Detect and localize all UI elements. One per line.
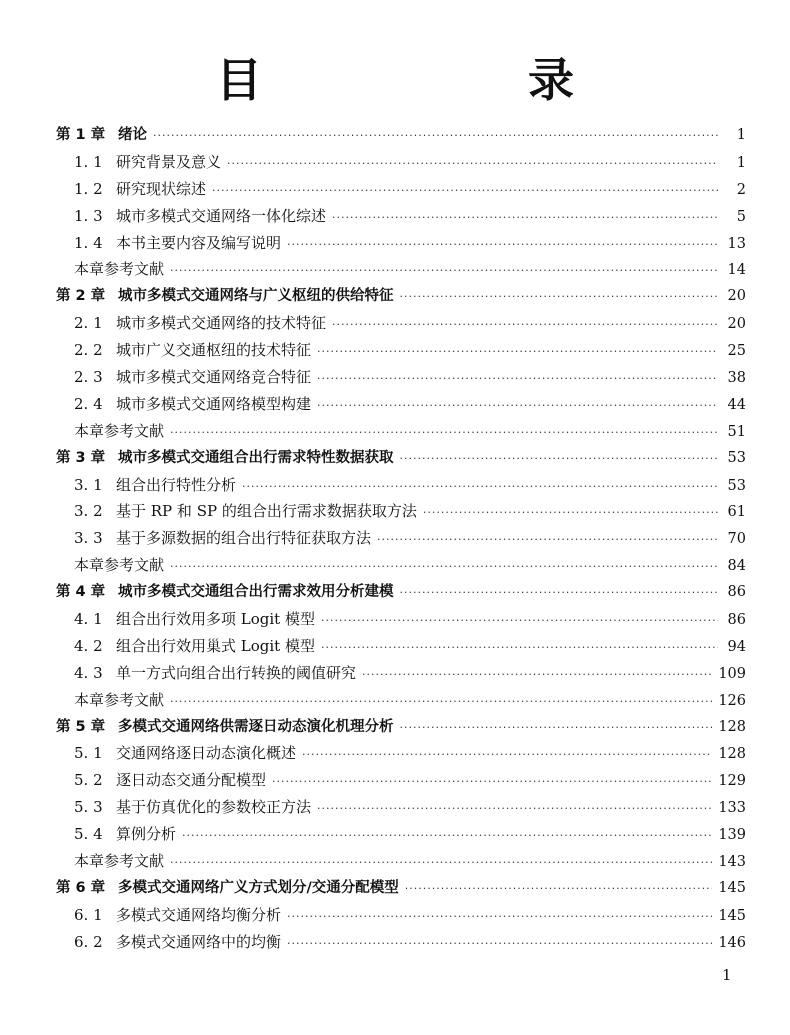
toc-entry-page: 20 — [727, 288, 746, 305]
dot-leader — [317, 339, 718, 366]
toc-section-entry[interactable] — [56, 337, 746, 364]
toc-entry-title: 城市广义交通枢纽的技术特征 — [116, 341, 312, 360]
toc-entry-number: 5. 2 — [74, 771, 103, 790]
toc-chapter-entry[interactable] — [56, 445, 746, 472]
toc-entry-page: 133 — [718, 800, 746, 817]
toc-entry-title: 算例分析 — [116, 825, 177, 844]
toc-section-entry[interactable] — [56, 633, 746, 660]
toc-entry-page: 1 — [736, 154, 746, 171]
toc-entry-title: 多模式交通网络广义方式划分/交通分配模型 — [118, 879, 399, 896]
toc-entry-number: 5. 4 — [74, 825, 103, 844]
dot-leader — [400, 580, 719, 607]
toc-entry-page: 14 — [727, 262, 746, 279]
dot-leader — [317, 796, 712, 823]
toc-entry-page: 129 — [718, 773, 746, 790]
toc-section-entry[interactable] — [56, 472, 746, 499]
toc-entry-title: 本章参考文献 — [74, 421, 165, 440]
toc-entry-page: 126 — [718, 692, 746, 709]
toc-entry-title: 基于 RP 和 SP 的组合出行需求数据获取方法 — [116, 502, 417, 521]
toc-refs-entry[interactable] — [56, 552, 746, 579]
dot-leader — [423, 500, 718, 527]
dot-leader — [242, 474, 718, 501]
toc-section-entry[interactable] — [56, 176, 746, 203]
toc-section-entry[interactable] — [56, 203, 746, 230]
toc-entry-page: 25 — [727, 343, 746, 360]
toc-entry-title: 城市多模式交通组合出行需求效用分析建模 — [118, 584, 394, 601]
dot-leader — [272, 769, 712, 796]
toc-entry-title: 基于多源数据的组合出行特征获取方法 — [116, 529, 372, 548]
toc-section-entry[interactable] — [56, 929, 746, 956]
toc-entry-page: 109 — [718, 665, 746, 682]
page-title: 目 录 — [216, 53, 632, 107]
toc-entry-number: 5. 1 — [74, 744, 103, 763]
dot-leader — [377, 527, 718, 554]
toc-entry-title: 本章参考文献 — [74, 852, 165, 871]
toc-entry-number: 1. 1 — [74, 152, 103, 171]
toc-entry-page: 146 — [718, 934, 746, 951]
toc-refs-entry[interactable] — [56, 418, 746, 445]
toc-entry-number: 4. 2 — [74, 636, 103, 655]
dot-leader — [170, 850, 712, 877]
toc-entry-page: 61 — [727, 504, 746, 521]
toc-entry-number: 5. 3 — [74, 798, 103, 817]
toc-entry-page: 13 — [727, 235, 746, 252]
dot-leader — [182, 823, 712, 850]
toc-entry-number: 第 2 章 — [56, 288, 106, 305]
dot-leader — [321, 635, 718, 662]
toc-entry-page: 38 — [727, 370, 746, 387]
toc-entry-page: 86 — [727, 584, 746, 601]
dot-leader — [405, 876, 713, 903]
toc-section-entry[interactable] — [56, 498, 746, 525]
dot-leader — [153, 123, 718, 150]
toc-entry-number: 6. 1 — [74, 905, 103, 924]
toc-entry-page: 53 — [727, 477, 746, 494]
toc-entry-page: 139 — [718, 827, 746, 844]
toc-entry-page: 44 — [727, 396, 746, 413]
toc-section-entry[interactable] — [56, 525, 746, 552]
toc-section-entry[interactable] — [56, 821, 746, 848]
toc-entry-number: 2. 2 — [74, 341, 103, 360]
toc-entry-page: 143 — [718, 854, 746, 871]
dot-leader — [287, 232, 718, 259]
toc-section-entry[interactable] — [56, 364, 746, 391]
toc-entry-title: 基于仿真优化的参数校正方法 — [116, 798, 312, 817]
toc-entry-title: 组合出行效用巢式 Logit 模型 — [116, 636, 315, 655]
table-of-contents — [56, 122, 746, 956]
dot-leader — [317, 393, 718, 420]
dot-leader — [287, 904, 712, 931]
toc-entry-number: 4. 3 — [74, 663, 103, 682]
toc-entry-number: 2. 1 — [74, 314, 103, 333]
toc-refs-entry[interactable] — [56, 848, 746, 875]
dot-leader — [400, 446, 719, 473]
dot-leader — [287, 931, 712, 958]
toc-entry-title: 本章参考文献 — [74, 260, 165, 279]
toc-section-entry[interactable] — [56, 767, 746, 794]
toc-entry-page: 5 — [736, 208, 746, 225]
toc-section-entry[interactable] — [56, 310, 746, 337]
dot-leader — [332, 312, 718, 339]
toc-entry-number: 1. 3 — [74, 206, 103, 225]
toc-chapter-entry[interactable] — [56, 875, 746, 902]
toc-entry-number: 1. 2 — [74, 179, 103, 198]
toc-entry-title: 城市多模式交通网络与广义枢纽的供给特征 — [118, 288, 394, 305]
toc-entry-page: 53 — [727, 449, 746, 466]
toc-entry-title: 单一方式向组合出行转换的阈值研究 — [116, 663, 357, 682]
dot-leader — [302, 742, 712, 769]
toc-chapter-entry[interactable] — [56, 122, 746, 149]
dot-leader — [400, 284, 719, 311]
dot-leader — [321, 608, 718, 635]
toc-entry-title: 逐日动态交通分配模型 — [116, 771, 267, 790]
toc-entry-title: 多模式交通网络中的均衡 — [116, 932, 282, 951]
toc-entry-page: 128 — [718, 718, 746, 735]
toc-entry-number: 4. 1 — [74, 610, 103, 629]
toc-section-entry[interactable] — [56, 391, 746, 418]
toc-entry-page: 145 — [718, 907, 746, 924]
toc-entry-number: 6. 2 — [74, 932, 103, 951]
toc-entry-page: 128 — [718, 746, 746, 763]
toc-section-entry[interactable] — [56, 660, 746, 687]
toc-chapter-entry[interactable] — [56, 714, 746, 741]
toc-chapter-entry[interactable] — [56, 579, 746, 606]
toc-entry-title: 城市多模式交通网络模型构建 — [116, 394, 312, 413]
dot-leader — [362, 662, 712, 689]
toc-entry-number: 第 1 章 — [56, 127, 106, 143]
dot-leader — [212, 178, 718, 205]
toc-entry-page: 1 — [736, 127, 746, 143]
dot-leader — [317, 366, 718, 393]
toc-entry-page: 94 — [727, 638, 746, 655]
dot-leader — [170, 689, 712, 716]
toc-entry-title: 绪论 — [118, 127, 147, 143]
toc-entry-title: 多模式交通网络均衡分析 — [116, 905, 282, 924]
toc-entry-title: 本书主要内容及编写说明 — [116, 233, 282, 252]
toc-refs-entry[interactable] — [56, 256, 746, 283]
toc-entry-number: 第 3 章 — [56, 449, 106, 466]
toc-entry-number: 3. 3 — [74, 529, 103, 548]
toc-entry-title: 本章参考文献 — [74, 690, 165, 709]
dot-leader — [170, 420, 718, 447]
toc-entry-title: 组合出行特性分析 — [116, 475, 237, 494]
toc-entry-title: 本章参考文献 — [74, 556, 165, 575]
page-number: 1 — [722, 966, 732, 984]
toc-entry-number: 第 6 章 — [56, 879, 106, 896]
toc-entry-number: 3. 2 — [74, 502, 103, 521]
toc-entry-page: 86 — [727, 612, 746, 629]
toc-entry-title: 城市多模式交通网络竞合特征 — [116, 368, 312, 387]
toc-section-entry[interactable] — [56, 230, 746, 257]
toc-section-entry[interactable] — [56, 149, 746, 176]
toc-entry-page: 51 — [727, 423, 746, 440]
toc-entry-title: 城市多模式交通网络一体化综述 — [116, 206, 327, 225]
toc-entry-page: 84 — [727, 558, 746, 575]
toc-section-entry[interactable] — [56, 740, 746, 767]
toc-entry-number: 第 4 章 — [56, 584, 106, 601]
toc-entry-title: 多模式交通网络供需逐日动态演化机理分析 — [118, 718, 394, 735]
toc-entry-title: 研究现状综述 — [116, 179, 207, 198]
toc-entry-title: 城市多模式交通网络的技术特征 — [116, 314, 327, 333]
toc-chapter-entry[interactable] — [56, 283, 746, 310]
dot-leader — [170, 258, 718, 285]
toc-entry-number: 2. 3 — [74, 368, 103, 387]
toc-section-entry[interactable] — [56, 902, 746, 929]
toc-entry-title: 城市多模式交通组合出行需求特性数据获取 — [118, 449, 394, 466]
toc-entry-page: 2 — [736, 181, 746, 198]
toc-entry-page: 70 — [727, 531, 746, 548]
dot-leader — [170, 554, 718, 581]
toc-refs-entry[interactable] — [56, 687, 746, 714]
toc-entry-title: 交通网络逐日动态演化概述 — [116, 744, 297, 763]
toc-section-entry[interactable] — [56, 606, 746, 633]
toc-entry-title: 组合出行效用多项 Logit 模型 — [116, 610, 315, 629]
toc-entry-page: 20 — [727, 316, 746, 333]
dot-leader — [332, 205, 718, 232]
toc-entry-number: 2. 4 — [74, 394, 103, 413]
toc-entry-page: 145 — [718, 879, 746, 896]
toc-section-entry[interactable] — [56, 794, 746, 821]
toc-entry-number: 第 5 章 — [56, 718, 106, 735]
dot-leader — [400, 715, 713, 742]
toc-entry-title: 研究背景及意义 — [116, 152, 222, 171]
dot-leader — [227, 151, 718, 178]
toc-entry-number: 3. 1 — [74, 475, 103, 494]
toc-entry-number: 1. 4 — [74, 233, 103, 252]
